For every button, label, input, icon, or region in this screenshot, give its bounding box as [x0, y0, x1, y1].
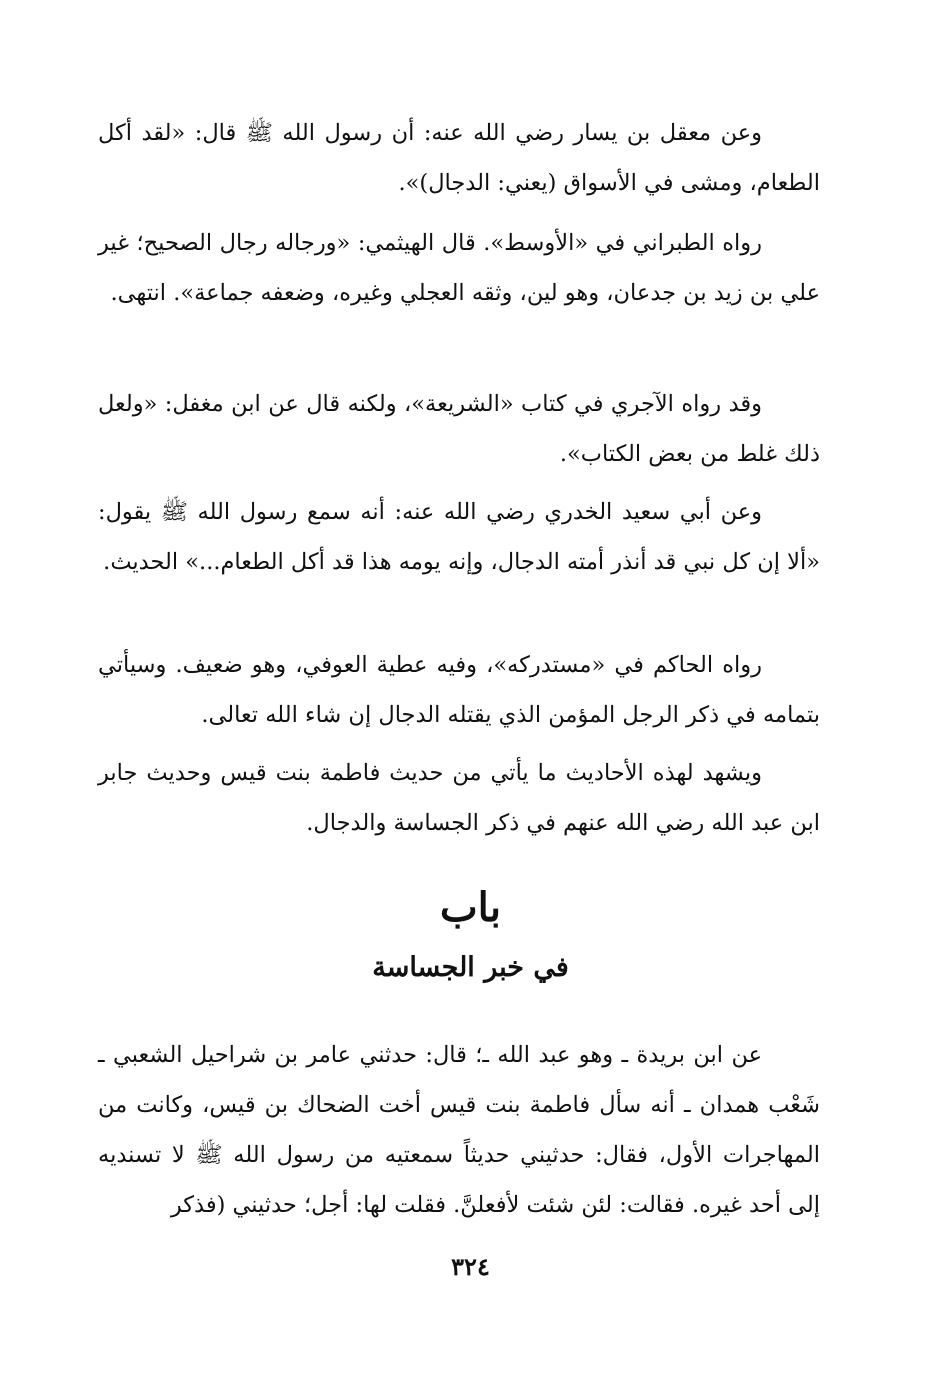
paragraph-text: رواه الحاكم في «مستدركه»، وفيه عطية العوفي، وهو ضعيف. وسيأتي بتمامه في ذكر الرجل المؤمن الذي يقتله الدجال إن شاء الله تعالى.: [98, 652, 820, 728]
paragraph-text: وعن أبي سعيد الخدري رضي الله عنه: أنه سمع رسول الله ﷺ يقول: «ألا إن كل نبي قد أنذر أمته الدجال، وإنه يومه هذا قد أكل الطعام...» الحديث.: [98, 499, 820, 575]
chapter-subtitle: في خبر الجساسة: [372, 952, 569, 983]
paragraph-supporting-hadiths: [98, 748, 820, 848]
paragraph-tabarani-narration: [98, 218, 820, 318]
paragraph-text: وعن معقل بن يسار رضي الله عنه: أن رسول الله ﷺ قال: «لقد أكل الطعام، ومشى في الأسواق (يعني: الدجال)».: [98, 120, 820, 196]
paragraph-maqil-hadith: [98, 108, 820, 208]
paragraph-chapter-opening: [98, 1030, 820, 1230]
paragraph-text: وقد رواه الآجري في كتاب «الشريعة»، ولكنه قال عن ابن مغفل: «ولعل ذلك غلط من بعض الكتاب».: [98, 391, 820, 467]
paragraph-text: ويشهد لهذه الأحاديث ما يأتي من حديث فاطمة بنت قيس وحديث جابر ابن عبد الله رضي الله عنهم في ذكر الجساسة والدجال.: [98, 760, 820, 836]
page-number: ٣٢٤: [451, 1252, 490, 1281]
paragraph-ajurri-narration: [98, 379, 820, 479]
paragraph-text: رواه الطبراني في «الأوسط». قال الهيثمي: «ورجاله رجال الصحيح؛ غير علي بن زيد بن جدعان، وهو لين، وثقه العجلي وغيره، وضعفه جماعة». انتهى.: [98, 230, 820, 306]
chapter-title: باب: [440, 884, 501, 931]
paragraph-abu-said-hadith: [98, 487, 820, 587]
paragraph-hakim-narration: [98, 640, 820, 740]
paragraph-text: عن ابن بريدة ـ وهو عبد الله ـ؛ قال: حدثني عامر بن شراحيل الشعبي ـ شَعْب همدان ـ أنه سأل فاطمة بنت قيس أخت الضحاك بن قيس، وكانت من المهاجرات الأول، فقال: حدثيني حديثاً سمعتيه من رسول الله ﷺ لا تسنديه إلى أحد غيره. فقالت: لئن شئت لأفعلنَّ. فقلت لها: أجل؛ حدثيني (فذكر: [98, 1042, 820, 1218]
